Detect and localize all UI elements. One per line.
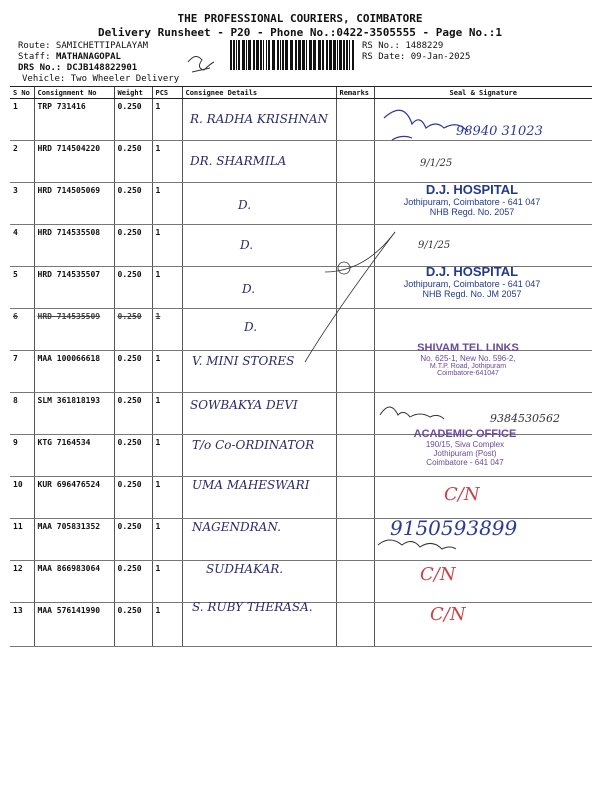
cell-pcs: 1 xyxy=(152,225,182,267)
drs-value: DCJB148822901 xyxy=(66,63,138,73)
hand-date-4: 9/1/25 xyxy=(418,240,451,251)
cell-sno: 8 xyxy=(10,393,34,435)
hand-phone-1: 98940 31023 xyxy=(456,124,543,139)
cell-weight: 0.250 xyxy=(114,183,152,225)
cell-weight: 0.250 xyxy=(114,435,152,477)
cell-consignment-no: MAA 576141990 xyxy=(34,603,114,647)
hand-consignee-4: D. xyxy=(240,238,254,252)
stamp-shivam-tel-links: SHIVAM TEL LINKS No. 625-1, New No. 596-2, M.T.P. Road, Jothipuram Coimbatore-641047 xyxy=(417,342,519,377)
hand-consignee-7: V. MINI STORES xyxy=(192,354,295,368)
cell-consignment-no: HRD 714535508 xyxy=(34,225,114,267)
hand-consignee-5: D. xyxy=(242,282,256,296)
hand-consignee-8: SOWBAKYA DEVI xyxy=(190,398,298,412)
cell-weight: 0.250 xyxy=(114,309,152,351)
hand-cn-13: C/N xyxy=(430,604,466,625)
cell-sno: 13 xyxy=(10,603,34,647)
hand-consignee-9: T/o Co-ORDINATOR xyxy=(192,438,315,452)
cell-weight: 0.250 xyxy=(114,393,152,435)
cell-sno: 2 xyxy=(10,141,34,183)
cell-sno: 1 xyxy=(10,99,34,141)
cell-weight: 0.250 xyxy=(114,225,152,267)
cell-weight: 0.250 xyxy=(114,267,152,309)
cell-sno: 6 xyxy=(10,309,34,351)
cell-weight: 0.250 xyxy=(114,477,152,519)
cell-sno: 11 xyxy=(10,519,34,561)
hand-consignee-13: S. RUBY THERASA. xyxy=(192,600,313,614)
hand-date-2: 9/1/25 xyxy=(420,158,453,169)
col-seal-signature: Seal & Signature xyxy=(374,87,592,99)
cell-consignment-no: TRP 731416 xyxy=(34,99,114,141)
cell-pcs: 1 xyxy=(152,561,182,603)
cell-sno: 12 xyxy=(10,561,34,603)
cell-consignment-no: MAA 705831352 xyxy=(34,519,114,561)
cell-consignment-no: HRD 714505069 xyxy=(34,183,114,225)
cell-pcs: 1 xyxy=(152,603,182,647)
col-consignment: Consignment No xyxy=(34,87,114,99)
staff-value: MATHANAGOPAL xyxy=(55,52,121,62)
runsheet-title: Delivery Runsheet - P20 - Phone No.:0422-3505555 - Page No.:1 xyxy=(98,26,502,39)
cell-sno: 5 xyxy=(10,267,34,309)
cell-pcs: 1 xyxy=(152,309,182,351)
cell-sno: 7 xyxy=(10,351,34,393)
cell-consignment-no: HRD 714535507 xyxy=(34,267,114,309)
cell-pcs: 1 xyxy=(152,351,182,393)
cell-weight: 0.250 xyxy=(114,141,152,183)
hand-consignee-1: R. RADHA KRISHNAN xyxy=(190,112,329,126)
hand-consignee-12: SUDHAKAR. xyxy=(206,562,284,576)
cell-sno: 10 xyxy=(10,477,34,519)
cell-sno: 3 xyxy=(10,183,34,225)
cell-consignment-no: MAA 866983064 xyxy=(34,561,114,603)
cell-weight: 0.250 xyxy=(114,99,152,141)
cell-consignment-no: KUR 696476524 xyxy=(34,477,114,519)
cell-sno: 4 xyxy=(10,225,34,267)
col-pcs: PCS xyxy=(152,87,182,99)
drs-label: DRS No.: xyxy=(18,63,62,73)
col-weight: Weight xyxy=(114,87,152,99)
cell-consignment-no: KTG 7164534 xyxy=(34,435,114,477)
vehicle-text: Vehicle: Two Wheeler Delivery xyxy=(22,74,180,84)
cell-consignment-no: HRD 714535509 xyxy=(34,309,114,351)
stamp-dj-hospital-2: D.J. HOSPITAL Jothipuram, Coimbatore - 641 047 NHB Regd. No. JM 2057 xyxy=(403,264,541,299)
cell-weight: 0.250 xyxy=(114,561,152,603)
stamp-dj-hospital-1: D.J. HOSPITAL Jothipuram, Coimbatore - 641 047 NHB Regd. No. 2057 xyxy=(403,182,541,217)
col-remarks: Remarks xyxy=(336,87,374,99)
hand-cn-12: C/N xyxy=(420,564,456,585)
cell-pcs: 1 xyxy=(152,183,182,225)
cell-pcs: 1 xyxy=(152,435,182,477)
company-title: THE PROFESSIONAL COURIERS, COIMBATORE xyxy=(177,12,423,25)
hand-phone-8: 9384530562 xyxy=(490,412,560,425)
cell-pcs: 1 xyxy=(152,477,182,519)
rs-number: RS No.: 1488229 xyxy=(362,41,444,51)
hand-consignee-11: NAGENDRAN. xyxy=(192,520,281,534)
hand-consignee-2: DR. SHARMILA xyxy=(190,154,287,168)
hand-cn-10: C/N xyxy=(444,484,480,505)
staff-label: Staff: xyxy=(18,52,51,62)
cell-weight: 0.250 xyxy=(114,519,152,561)
cell-pcs: 1 xyxy=(152,99,182,141)
cell-consignment-no: MAA 100066618 xyxy=(34,351,114,393)
hand-consignee-6: D. xyxy=(244,320,258,334)
route-text: Route: SAMICHETTIPALAYAM xyxy=(18,41,149,51)
cell-weight: 0.250 xyxy=(114,351,152,393)
cell-consignment-no: HRD 714504220 xyxy=(34,141,114,183)
hand-phone-11: 9150593899 xyxy=(390,516,518,540)
cell-weight: 0.250 xyxy=(114,603,152,647)
cell-pcs: 1 xyxy=(152,267,182,309)
cell-consignment-no: SLM 361818193 xyxy=(34,393,114,435)
col-sno: S No xyxy=(10,87,34,99)
hand-consignee-10: UMA MAHESWARI xyxy=(192,478,310,492)
cell-sno: 9 xyxy=(10,435,34,477)
col-consignee: Consignee Details xyxy=(182,87,336,99)
stamp-academic-office: ACADEMIC OFFICE 190/15, Siva Complex Jothipuram (Post) Coimbatore - 641 047 xyxy=(413,428,517,467)
cell-pcs: 1 xyxy=(152,393,182,435)
cell-pcs: 1 xyxy=(152,519,182,561)
cell-pcs: 1 xyxy=(152,141,182,183)
hand-consignee-3: D. xyxy=(238,198,252,212)
rs-date: RS Date: 09-Jan-2025 xyxy=(362,52,471,62)
